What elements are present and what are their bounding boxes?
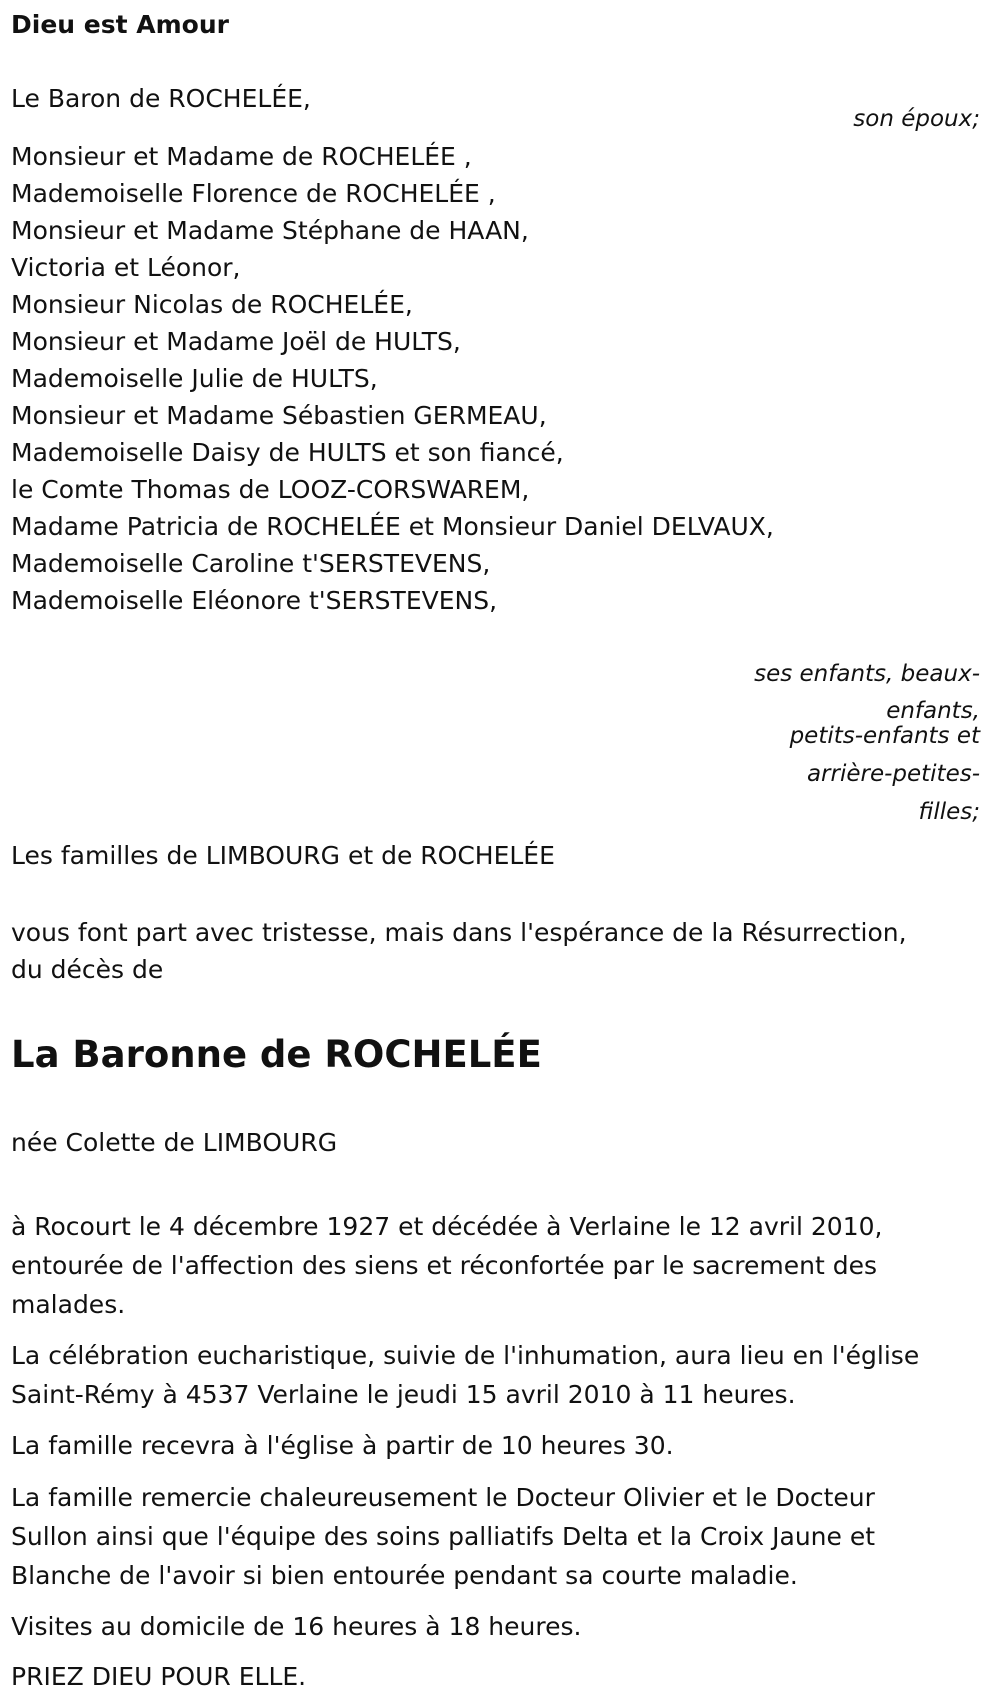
list-item: Mademoiselle Florence de ROCHELÉE , (11, 179, 496, 208)
spouse-relation: son époux; (853, 106, 980, 132)
paragraph-line: Sullon ainsi que l'équipe des soins palliatifs Delta et la Croix Jaune et (11, 1522, 876, 1551)
list-item: Mademoiselle Julie de HULTS, (11, 364, 378, 393)
children-relation-line-4: arrière-petites- (806, 761, 980, 787)
paragraph-line: Saint-Rémy à 4537 Verlaine le jeudi 15 avril 2010 à 11 heures. (11, 1380, 796, 1409)
paragraph-line: à Rocourt le 4 décembre 1927 et décédée à Verlaine le 12 avril 2010, (11, 1212, 883, 1241)
children-list (11, 138, 774, 619)
children-relation-line-2: enfants, (886, 698, 980, 724)
list-item: Monsieur et Madame Stéphane de HAAN, (11, 216, 529, 245)
list-item: Mademoiselle Daisy de HULTS et son fiancé, (11, 438, 564, 467)
list-item: Monsieur et Madame Joël de HULTS, (11, 327, 461, 356)
paragraph-line: Blanche de l'avoir si bien entourée pendant sa courte maladie. (11, 1561, 798, 1590)
list-item: Mademoiselle Eléonore t'SERSTEVENS, (11, 586, 498, 615)
list-item: Madame Patricia de ROCHELÉE et Monsieur Daniel DELVAUX, (11, 512, 774, 541)
announcement-line: vous font part avec tristesse, mais dans l'espérance de la Résurrection, (11, 918, 907, 947)
list-item: Mademoiselle Caroline t'SERSTEVENS, (11, 549, 491, 578)
announcement-line: du décès de (11, 955, 164, 984)
ceremony-paragraph (11, 1336, 986, 1414)
families-line: Les familles de LIMBOURG et de ROCHELÉE (11, 841, 555, 870)
list-item: Monsieur et Madame de ROCHELÉE , (11, 142, 472, 171)
paragraph-line: malades. (11, 1290, 126, 1319)
children-relation-line-5: filles; (918, 799, 980, 825)
list-item: Monsieur et Madame Sébastien GERMEAU, (11, 401, 547, 430)
reception-paragraph: La famille recevra à l'église à partir de 10 heures 30. (11, 1431, 674, 1460)
paragraph-line: La célébration eucharistique, suivie de l'inhumation, aura lieu en l'église (11, 1341, 920, 1370)
prayer-line: PRIEZ DIEU POUR ELLE. (11, 1662, 307, 1691)
spouse-name: Le Baron de ROCHELÉE, (11, 84, 311, 113)
list-item: Victoria et Léonor, (11, 253, 241, 282)
children-relation-line-3: petits-enfants et (789, 723, 980, 749)
visits-paragraph: Visites au domicile de 16 heures à 18 heures. (11, 1612, 582, 1641)
thanks-paragraph (11, 1478, 986, 1595)
list-item: le Comte Thomas de LOOZ-CORSWAREM, (11, 475, 530, 504)
birth-death-paragraph (11, 1207, 986, 1324)
paragraph-line: entourée de l'affection des siens et réconfortée par le sacrement des (11, 1251, 878, 1280)
deceased-title: La Baronne de ROCHELÉE (11, 1033, 542, 1076)
paragraph-line: La famille remercie chaleureusement le Docteur Olivier et le Docteur (11, 1483, 875, 1512)
birth-name: née Colette de LIMBOURG (11, 1128, 338, 1157)
children-relation-line-1: ses enfants, beaux- (754, 661, 980, 687)
motto-heading: Dieu est Amour (11, 10, 229, 39)
list-item: Monsieur Nicolas de ROCHELÉE, (11, 290, 413, 319)
announcement (11, 914, 907, 988)
